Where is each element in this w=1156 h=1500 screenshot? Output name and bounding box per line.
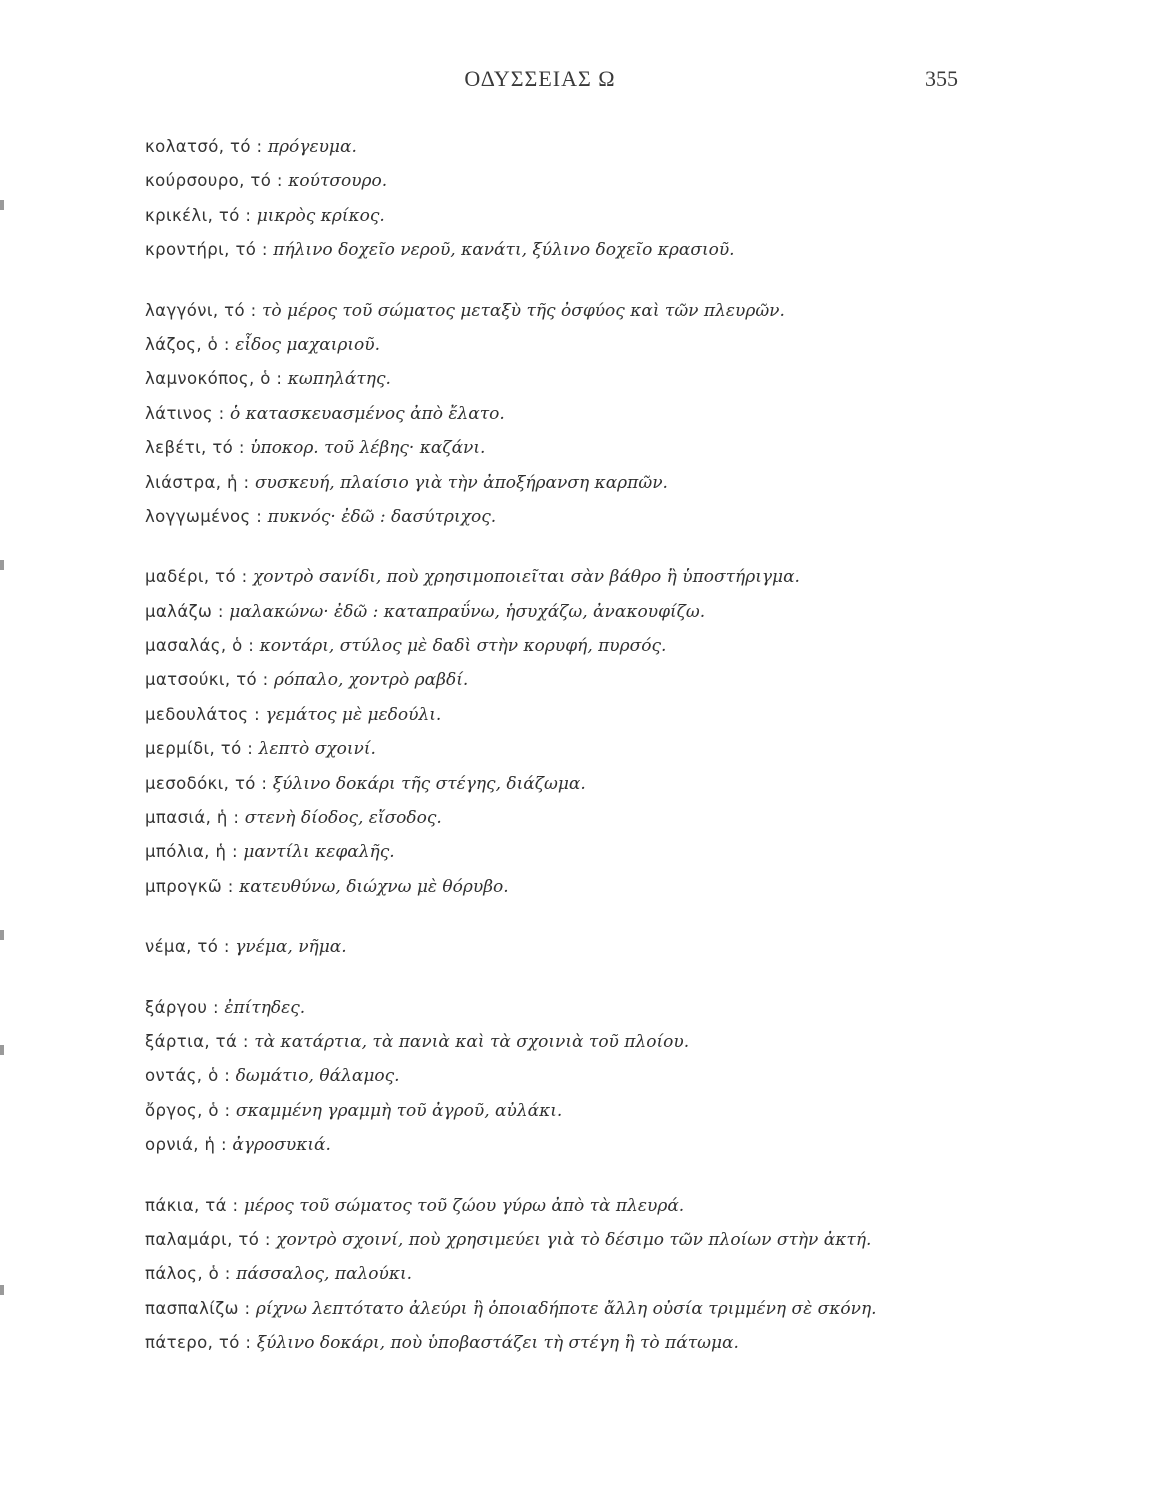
glossary-entry <box>145 1292 1045 1326</box>
glossary-entry <box>145 560 1045 594</box>
gloss: χοντρὸ σχοινί, ποὺ χρησιμεύει γιὰ τὸ δέσιμο τῶν πλοίων στὴν ἀκτή. <box>276 1229 872 1250</box>
headword: κροντήρι, τό : <box>145 240 268 260</box>
glossary-entry <box>145 466 1045 500</box>
headword: ξάρτια, τά : <box>145 1031 249 1051</box>
gloss: σκαμμένη γραμμὴ τοῦ ἀγροῦ, αὐλάκι. <box>235 1100 563 1121</box>
gloss: πήλινο δοχεῖο νεροῦ, κανάτι, ξύλινο δοχεῖο κρασιοῦ. <box>273 240 735 261</box>
gloss: ρόπαλο, χοντρὸ ραβδί. <box>274 670 469 691</box>
running-title: ΟΔΥΣΣΕΙΑΣ Ω <box>464 66 616 91</box>
headword: οντάς, ὁ : <box>145 1066 231 1086</box>
headword: πάλος, ὁ : <box>145 1264 231 1284</box>
gloss: ὑποκορ. τοῦ λέβης· καζάνι. <box>250 438 486 459</box>
gloss: ξύλινο δοκάρι τῆς στέγης, διάζωμα. <box>272 773 586 794</box>
glossary-entry <box>145 991 1045 1025</box>
headword: λαγγόνι, τό : <box>145 300 257 320</box>
gloss: δωμάτιο, θάλαμος. <box>235 1066 400 1087</box>
glossary-entry <box>145 835 1045 869</box>
glossary-entry <box>145 1257 1045 1291</box>
headword: κούρσουρο, τό : <box>145 171 283 191</box>
glossary-entry <box>145 1025 1045 1059</box>
glossary-entry <box>145 1059 1045 1093</box>
glossary-group-pi <box>145 1189 1045 1361</box>
headword: ξάργου : <box>145 997 219 1017</box>
scan-mark <box>0 560 4 570</box>
gloss: ἀγροσυκιά. <box>232 1135 331 1156</box>
gloss: κωπηλάτης. <box>287 369 391 390</box>
headword: μασαλάς, ὁ : <box>145 636 255 656</box>
gloss: κοντάρι, στύλος μὲ δαδὶ στὴν κορυφή, πυρσός. <box>259 636 667 657</box>
headword: λιάστρα, ἡ : <box>145 472 250 492</box>
headword: πάκια, τά : <box>145 1195 239 1215</box>
glossary-entry <box>145 397 1045 431</box>
gloss: πάσσαλος, παλούκι. <box>236 1264 413 1285</box>
gloss: πρόγευμα. <box>267 137 357 157</box>
glossary-entry <box>145 233 1045 267</box>
gloss: πυκνός· ἐδῶ : δασύτριχος. <box>267 506 497 527</box>
glossary-group-xi-omicron <box>145 991 1045 1163</box>
gloss: γνέμα, νῆμα. <box>235 937 347 958</box>
headword: μεσοδόκι, τό : <box>145 773 268 793</box>
gloss: στενὴ δίοδος, εἴσοδος. <box>244 808 442 829</box>
glossary-entry <box>145 362 1045 396</box>
glossary-group-nu <box>145 930 1045 964</box>
gloss: χοντρὸ σανίδι, ποὺ χρησιμοποιεῖται σὰν βάθρο ἢ ὑποστήριγμα. <box>252 567 800 588</box>
glossary-group-lambda <box>145 294 1045 535</box>
page-number: 355 <box>925 66 958 91</box>
headword: μαλάζω : <box>145 601 224 621</box>
glossary-entry <box>145 595 1045 629</box>
headword: κρικέλι, τό : <box>145 205 252 225</box>
glossary-entry <box>145 164 1045 198</box>
headword: νέμα, τό : <box>145 937 230 957</box>
gloss: τὸ μέρος τοῦ σώματος μεταξὺ τῆς ὀσφύος καὶ τῶν πλευρῶν. <box>262 300 785 321</box>
glossary-entry <box>145 500 1045 534</box>
glossary-entry <box>145 870 1045 904</box>
glossary-entry <box>145 767 1045 801</box>
headword: λεβέτι, τό : <box>145 438 245 458</box>
gloss: λεπτὸ σχοινί. <box>258 739 376 760</box>
glossary-entry <box>145 663 1045 697</box>
glossary-group-kappa <box>145 130 1045 268</box>
headword: πασπαλίζω : <box>145 1298 251 1318</box>
glossary-entry <box>145 130 1045 164</box>
gloss: κατευθύνω, διώχνω μὲ θόρυβο. <box>239 876 509 897</box>
headword: μπρογκῶ : <box>145 876 234 896</box>
gloss: συσκευή, πλαίσιο γιὰ τὴν ἀποξήρανση καρπῶν. <box>254 472 668 493</box>
glossary-entry <box>145 328 1045 362</box>
headword: πάτερο, τό : <box>145 1333 252 1353</box>
glossary-group-mu <box>145 560 1045 904</box>
headword: ὄργος, ὁ : <box>145 1100 231 1120</box>
scan-mark <box>0 930 4 940</box>
glossary-entry <box>145 629 1045 663</box>
headword: λογγωμένος : <box>145 506 263 526</box>
headword: λαμνοκόπος, ὁ : <box>145 369 283 389</box>
glossary-entry <box>145 431 1045 465</box>
gloss: μικρὸς κρίκος. <box>256 205 385 226</box>
headword: ορνιά, ἡ : <box>145 1135 227 1155</box>
gloss: ρίχνω λεπτότατο ἀλεύρι ἢ ὁποιαδήποτε ἄλλη οὐσία τριμμένη σὲ σκόνη. <box>255 1298 877 1319</box>
headword: λάζος, ὁ : <box>145 334 230 354</box>
glossary <box>145 130 1045 1387</box>
glossary-entry <box>145 732 1045 766</box>
glossary-entry <box>145 199 1045 233</box>
gloss: μαντίλι κεφαλῆς. <box>243 842 395 863</box>
glossary-entry <box>145 1189 1045 1223</box>
gloss: εἶδος μαχαιριοῦ. <box>235 334 380 355</box>
glossary-entry <box>145 801 1045 835</box>
headword: κολατσό, τό : <box>145 137 263 156</box>
glossary-entry <box>145 930 1045 964</box>
scan-mark <box>0 1285 4 1295</box>
headword: ματσούκι, τό : <box>145 670 269 690</box>
headword: λάτινος : <box>145 403 225 423</box>
headword: μαδέρι, τό : <box>145 567 248 587</box>
glossary-entry <box>145 1128 1045 1162</box>
gloss: γεμάτος μὲ μεδούλι. <box>265 704 442 725</box>
glossary-entry <box>145 1223 1045 1257</box>
scan-mark <box>0 1045 4 1055</box>
scan-mark <box>0 200 4 210</box>
gloss: μαλακώνω· ἐδῶ : καταπραΰνω, ἡσυχάζω, ἀνακουφίζω. <box>229 601 706 622</box>
headword: μπόλια, ἡ : <box>145 842 238 862</box>
glossary-entry <box>145 698 1045 732</box>
gloss: ἐπίτηδες. <box>224 997 306 1018</box>
headword: μεδουλάτος : <box>145 704 261 724</box>
headword: μπασιά, ἡ : <box>145 808 240 828</box>
gloss: ὁ κατασκευασμένος ἀπὸ ἔλατο. <box>229 403 505 424</box>
gloss: κούτσουρο. <box>288 171 388 192</box>
glossary-entry <box>145 294 1045 328</box>
glossary-entry <box>145 1326 1045 1360</box>
headword: μερμίδι, τό : <box>145 739 254 759</box>
gloss: μέρος τοῦ σώματος τοῦ ζώου γύρω ἀπὸ τὰ πλευρά. <box>243 1195 685 1216</box>
gloss: τὰ κατάρτια, τὰ πανιὰ καὶ τὰ σχοινιὰ τοῦ πλοίου. <box>254 1031 690 1052</box>
glossary-entry <box>145 1094 1045 1128</box>
gloss: ξύλινο δοκάρι, ποὺ ὑποβαστάζει τὴ στέγη ἢ τὸ πάτωμα. <box>256 1333 739 1354</box>
headword: παλαμάρι, τό : <box>145 1229 271 1249</box>
